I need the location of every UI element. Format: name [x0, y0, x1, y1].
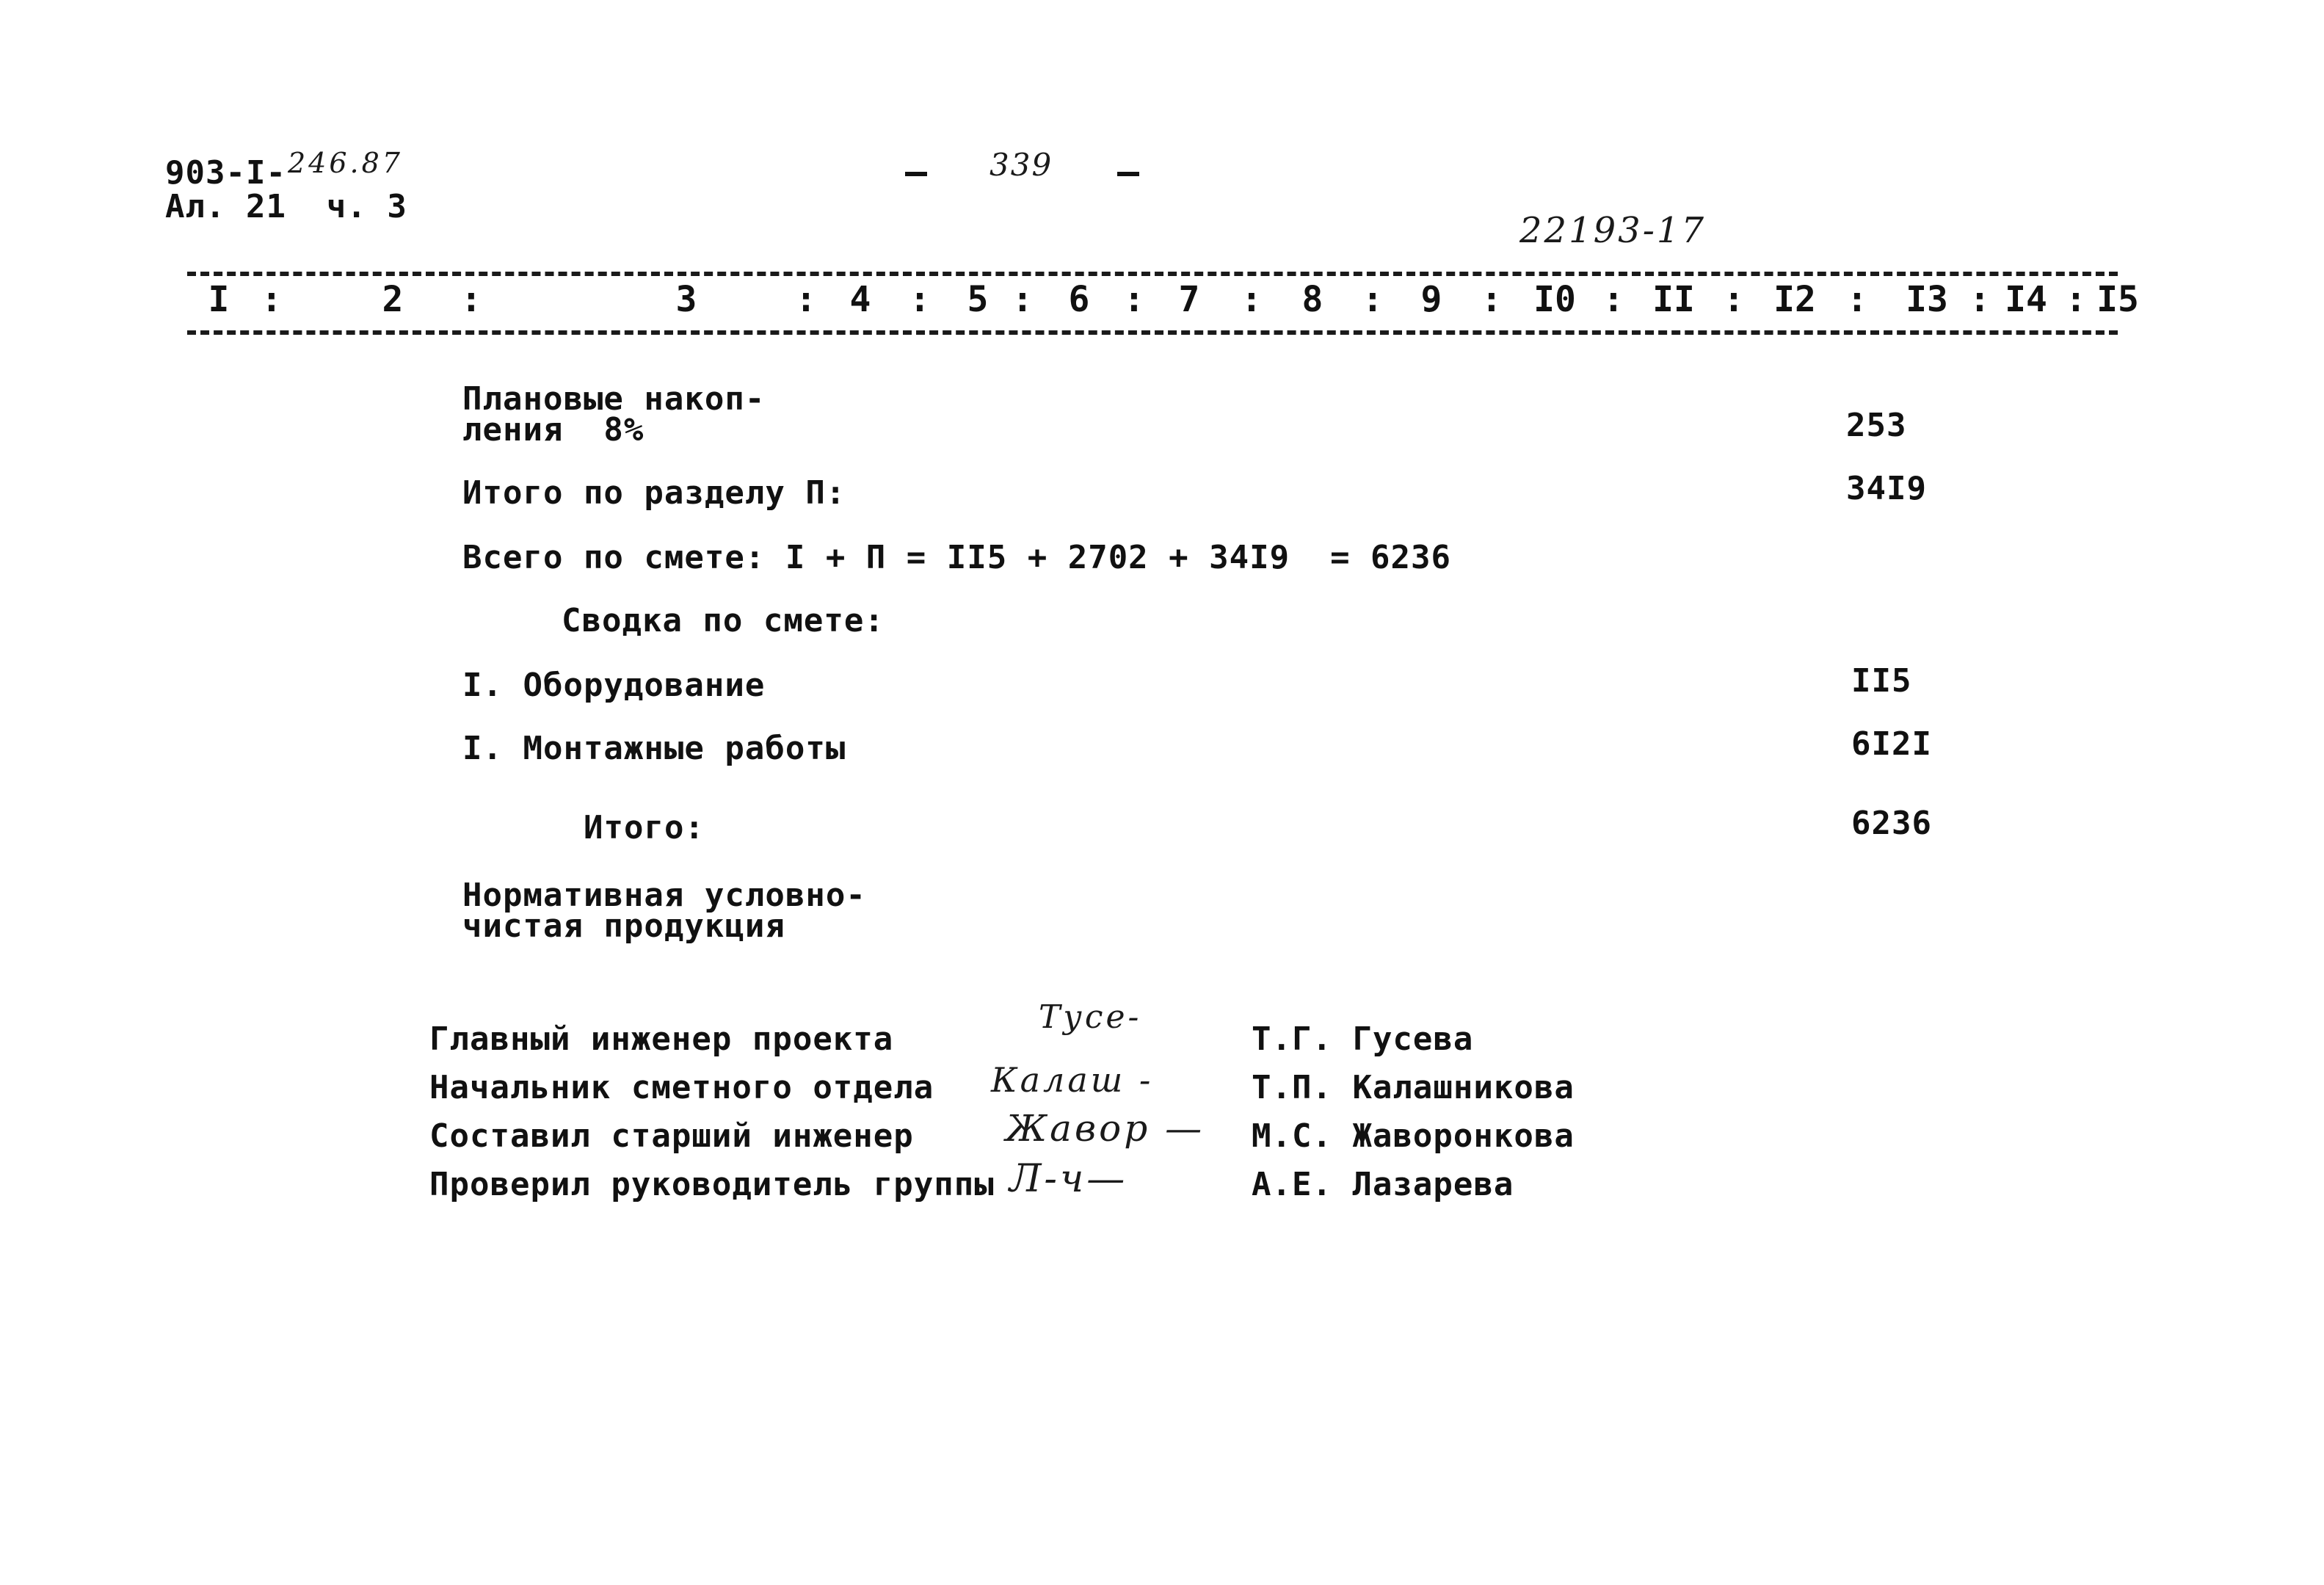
column-number: 8 [1301, 279, 1323, 320]
document-code-prefix: 903-I- [165, 154, 286, 192]
signature-estimate-head: Калаш - [991, 1060, 1154, 1100]
section2-total-value: 34I9 [1846, 470, 1927, 507]
header-bottom-rule [187, 330, 2118, 335]
column-number: 3 [675, 279, 697, 320]
column-separator: : [1602, 279, 1624, 320]
column-number: 2 [382, 279, 404, 320]
signature-group-lead: Л-ч— [1009, 1157, 1128, 1201]
equipment-label: I. Оборудование [462, 667, 766, 704]
signature-chief-engineer: Тусе- [1039, 998, 1142, 1036]
planned-savings-value: 253 [1846, 407, 1907, 444]
column-number: II [1652, 279, 1695, 320]
page-number-dash-right [1117, 172, 1139, 176]
equipment-value: II5 [1851, 662, 1912, 700]
normative-product-label-line1: Нормативная условно- [462, 877, 866, 914]
signature-role-group-lead: Проверил руководитель группы [429, 1166, 995, 1203]
column-separator: : [1362, 279, 1384, 320]
installation-label: I. Монтажные работы [462, 730, 846, 767]
column-separator: : [1846, 279, 1868, 320]
estimate-total-formula: Всего по смете: I + П = II5 + 2702 + 34I9 = 6236 [462, 539, 1452, 576]
signature-name-group-lead: А.Е. Лазарева [1252, 1166, 1514, 1203]
column-number: 5 [967, 279, 989, 320]
signature-senior-engineer: Жавор — [1006, 1107, 1205, 1150]
column-number: I5 [2096, 279, 2139, 320]
column-number: 4 [849, 279, 871, 320]
column-separator: : [460, 279, 482, 320]
page-number-dash-left [905, 172, 927, 176]
column-number: I4 [2005, 279, 2047, 320]
column-separator: : [1481, 279, 1503, 320]
section2-total-label: Итого по разделу П: [462, 474, 846, 512]
page-number: 339 [989, 147, 1053, 183]
column-number: 6 [1068, 279, 1090, 320]
column-separator: : [909, 279, 931, 320]
signature-role-chief-engineer: Главный инженер проекта [429, 1020, 894, 1058]
signature-name-senior-engineer: М.С. Жаворонкова [1252, 1117, 1575, 1155]
normative-product-label-line2: чистая продукция [462, 907, 785, 945]
column-number: 9 [1420, 279, 1442, 320]
column-separator: : [2065, 279, 2087, 320]
column-separator: : [795, 279, 817, 320]
document-number: 22193-17 [1519, 210, 1706, 251]
column-number: I2 [1773, 279, 1816, 320]
column-separator: : [1012, 279, 1034, 320]
column-separator: : [1123, 279, 1145, 320]
document-code-handwritten: 246.87 [288, 147, 403, 179]
signature-role-estimate-head: Начальник сметного отдела [429, 1069, 934, 1106]
column-separator: : [1723, 279, 1745, 320]
grand-total-value: 6236 [1851, 805, 1932, 842]
column-separator: : [1241, 279, 1263, 320]
signature-name-chief-engineer: Т.Г. Гусева [1252, 1020, 1474, 1058]
column-number: 7 [1178, 279, 1200, 320]
signature-name-estimate-head: Т.П. Калашникова [1252, 1069, 1575, 1106]
album-reference: Ал. 21 ч. 3 [165, 188, 407, 225]
header-top-rule [187, 272, 2118, 276]
column-number: I [208, 279, 230, 320]
estimate-summary-title: Сводка по смете: [562, 602, 885, 639]
planned-savings-label-line2: ления 8% [462, 411, 644, 449]
planned-savings-label-line1: Плановые накоп- [462, 380, 766, 418]
column-number: I0 [1533, 279, 1576, 320]
column-number: I3 [1906, 279, 1948, 320]
column-separator: : [261, 279, 283, 320]
signature-role-senior-engineer: Составил старший инженер [429, 1117, 914, 1155]
installation-value: 6I2I [1851, 725, 1932, 763]
grand-total-label: Итого: [584, 809, 705, 846]
column-separator: : [1969, 279, 1991, 320]
